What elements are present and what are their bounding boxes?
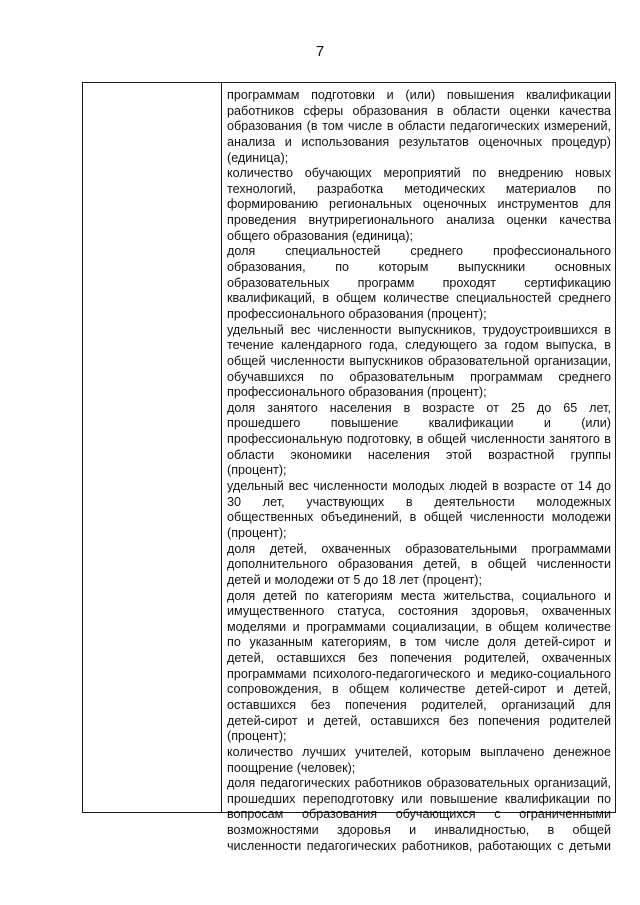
text-line: (процент); <box>227 525 287 540</box>
indicator-paragraph <box>227 776 611 854</box>
indicator-paragraph <box>227 401 611 479</box>
text-line: формированию региональных оценочных инструментов для <box>227 197 611 212</box>
indicator-paragraph <box>227 745 611 776</box>
text-line: течение календарного года, следующего за годом выпуска, в <box>227 338 611 353</box>
document-table <box>82 82 616 853</box>
indicator-paragraph <box>227 479 611 542</box>
text-line: возможностями здоровья и инвалидностью, в общей <box>227 823 611 838</box>
text-line: доля детей, охваченных образовательными программами <box>227 541 611 556</box>
text-line: профессиональную подготовку, в общей численности занятого в <box>227 432 611 447</box>
text-line: доля детей по категориям места жительства, социального и <box>227 588 611 603</box>
text-line: детей и молодежи от 5 до 18 лет (процент); <box>227 572 482 587</box>
text-line: удельный вес численности молодых людей в возрасте от 14 до <box>227 479 611 494</box>
indicator-paragraph <box>227 542 611 589</box>
indicator-paragraph <box>227 88 611 166</box>
text-line: прошедших переподготовку или повышение квалификации по <box>227 791 611 806</box>
text-line: удельный вес численности выпускников, трудоустроившихся в <box>227 322 611 337</box>
text-line: профессионального образования (процент); <box>227 385 487 400</box>
text-line: численности педагогических работников, работающих с детьми <box>227 838 611 853</box>
text-line: работников сферы образования в области оценки качества <box>227 103 611 118</box>
indicator-paragraph <box>227 244 611 322</box>
text-line: оставшихся без попечения родителей, организаций для <box>227 697 611 712</box>
text-line: (единица); <box>227 150 289 165</box>
text-line: 30 лет, участвующих в деятельности молодежных <box>227 494 611 509</box>
text-line: детей, оставшихся без попечения родителей, охваченных <box>227 651 611 666</box>
text-line: количество лучших учителей, которым выплачено денежное <box>227 744 611 759</box>
text-line: технологий, разработка методических материалов по <box>227 181 611 196</box>
text-line: имущественного статуса, состояния здоровья, охваченных <box>227 604 611 619</box>
text-line: общего образования (единица); <box>227 228 414 243</box>
indicator-paragraph <box>227 589 611 745</box>
text-line: обучавшихся по образовательным программам среднего <box>227 369 611 384</box>
page-number: 7 <box>315 43 325 60</box>
text-line: общественных объединений, в общей численности молодежи <box>227 510 611 525</box>
indicators-list <box>227 88 611 854</box>
text-line: образовательных программ проходят сертификацию <box>227 275 611 290</box>
text-line: (процент); <box>227 463 287 478</box>
text-line: профессионального образования (процент); <box>227 306 487 321</box>
text-line: сопровождения, в общем количестве детей-сирот и детей, <box>227 682 611 697</box>
text-line: доля педагогических работников образовательных организаций, <box>227 776 611 791</box>
text-line: доля занятого населения в возрасте от 25 до 65 лет, <box>227 400 611 415</box>
text-line: вопросам образования обучающихся с ограниченными <box>227 807 611 822</box>
table-right-cell <box>222 83 615 853</box>
text-line: квалификаций, в общем количестве специальностей среднего <box>227 291 611 306</box>
text-line: (процент); <box>227 729 287 744</box>
text-line: общей численности выпускников образовательной организации, <box>227 353 611 368</box>
text-line: программам подготовки и (или) повышения квалификации <box>227 88 611 102</box>
text-line: по указанным категориям, в том числе доля детей-сирот и <box>227 635 611 650</box>
text-line: проведения внутрирегионального анализа оценки качества <box>227 213 611 228</box>
text-line: прошедшего повышение квалификации и (или) <box>227 416 611 431</box>
text-line: программами психолого-педагогического и медико-социального <box>227 666 611 681</box>
indicator-paragraph <box>227 166 611 244</box>
text-line: образования, по которым выпускники основных <box>227 260 611 275</box>
table-left-cell <box>83 83 222 812</box>
text-line: дополнительного образования детей, в общей численности <box>227 557 611 572</box>
text-line: области экономики населения этой возрастной группы <box>227 447 611 462</box>
text-line: поощрение (человек); <box>227 760 356 775</box>
indicator-paragraph <box>227 323 611 401</box>
text-line: количество обучающих мероприятий по внедрению новых <box>227 166 611 181</box>
text-line: анализа и использования результатов оценочных процедур) <box>227 134 611 149</box>
text-line: моделями и программами социализации, в общем количестве <box>227 619 611 634</box>
text-line: детей-сирот и детей, оставшихся без попечения родителей <box>227 713 611 728</box>
text-line: образования (в том числе в области педагогических измерений, <box>227 119 611 134</box>
text-line: доля специальностей среднего профессионального <box>227 244 611 259</box>
